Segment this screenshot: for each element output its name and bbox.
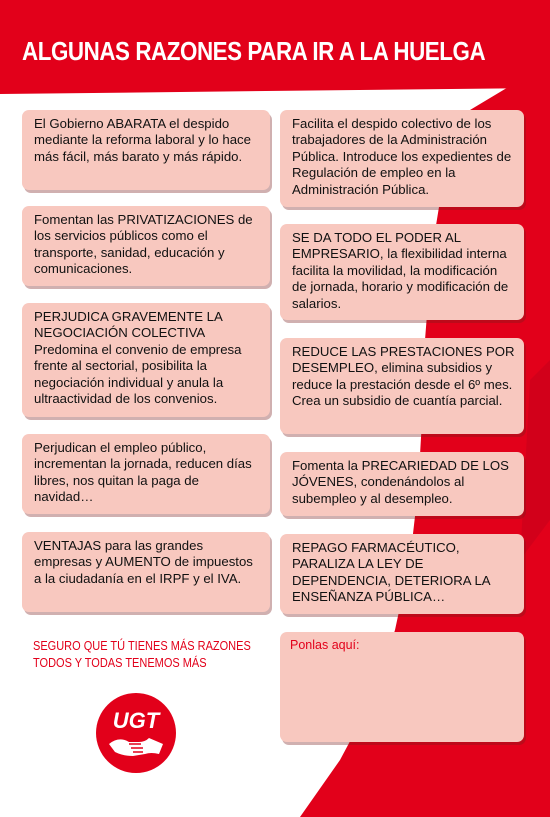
reason-card-prestaciones: [280, 338, 524, 434]
closing-line-2: TODOS Y TODAS TENEMOS MÁS: [33, 656, 207, 670]
closing-message: [33, 638, 251, 672]
reason-text: Perjudican el empleo público, incrementan la jornada, reducen días libres, nos quitan la paga de navidad…: [34, 440, 252, 505]
reason-text: REPAGO FARMACÉUTICO, PARALIZA LA LEY DE DEPENDENCIA, DETERIORA LA ENSEÑANZA PÚBLICA…: [292, 540, 490, 605]
ugt-logo: [95, 692, 177, 774]
reason-card-poder-empresario: [280, 224, 524, 320]
reason-card-despido-colectivo: [280, 110, 524, 207]
reason-text: Fomenta la PRECARIEDAD DE LOS JÓVENES, condenándolos al subempleo y al desempleo.: [292, 458, 509, 506]
reason-card-privatizaciones: [22, 206, 270, 286]
reason-card-ventajas: [22, 532, 270, 612]
reason-text: Fomentan las PRIVATIZACIONES de los servicios públicos como el transporte, sanidad, educación y comunicaciones.: [34, 212, 253, 277]
reason-text: El Gobierno ABARATA el despido mediante la reforma laboral y lo hace más fácil, más barato y más rápido.: [34, 116, 251, 164]
reason-card-precariedad: [280, 452, 524, 516]
page-title: ALGUNAS RAZONES PARA IR A LA HUELGA: [22, 36, 486, 66]
closing-line-1: SEGURO QUE TÚ TIENES MÁS RAZONES: [33, 639, 251, 653]
reason-card-abarata: [22, 110, 270, 190]
reason-text: PERJUDICA GRAVEMENTE LA NEGOCIACIÓN COLECTIVA Predomina el convenio de empresa frente al sectorial, posibilita la negociación individual y anula la ultraactividad de los convenios.: [34, 309, 242, 407]
ponlas-label: Ponlas aquí:: [290, 638, 360, 652]
logo-lettering: UGT: [112, 708, 160, 733]
reason-text: REDUCE LAS PRESTACIONES POR DESEMPLEO, elimina subsidios y reduce la prestación desde el 6º mes. Crea un subsidio de cuantía parcial.: [292, 344, 515, 409]
reason-text: SE DA TODO EL PODER AL EMPRESARIO, la flexibilidad interna facilita la movilidad, la modificación de jornada, horario y modificación de salarios.: [292, 230, 509, 311]
reason-text: VENTAJAS para las grandes empresas y AUMENTO de impuestos a la ciudadanía en el IRPF y el IVA.: [34, 538, 253, 586]
reason-card-repago: [280, 534, 524, 614]
reason-card-negociacion: [22, 303, 270, 417]
reason-card-empleo-publico: [22, 434, 270, 514]
reason-text: Facilita el despido colectivo de los trabajadores de la Administración Pública. Introduce los expedientes de Regulación de empleo en la Administración Pública.: [292, 116, 512, 197]
write-your-reasons-box: [280, 632, 524, 742]
